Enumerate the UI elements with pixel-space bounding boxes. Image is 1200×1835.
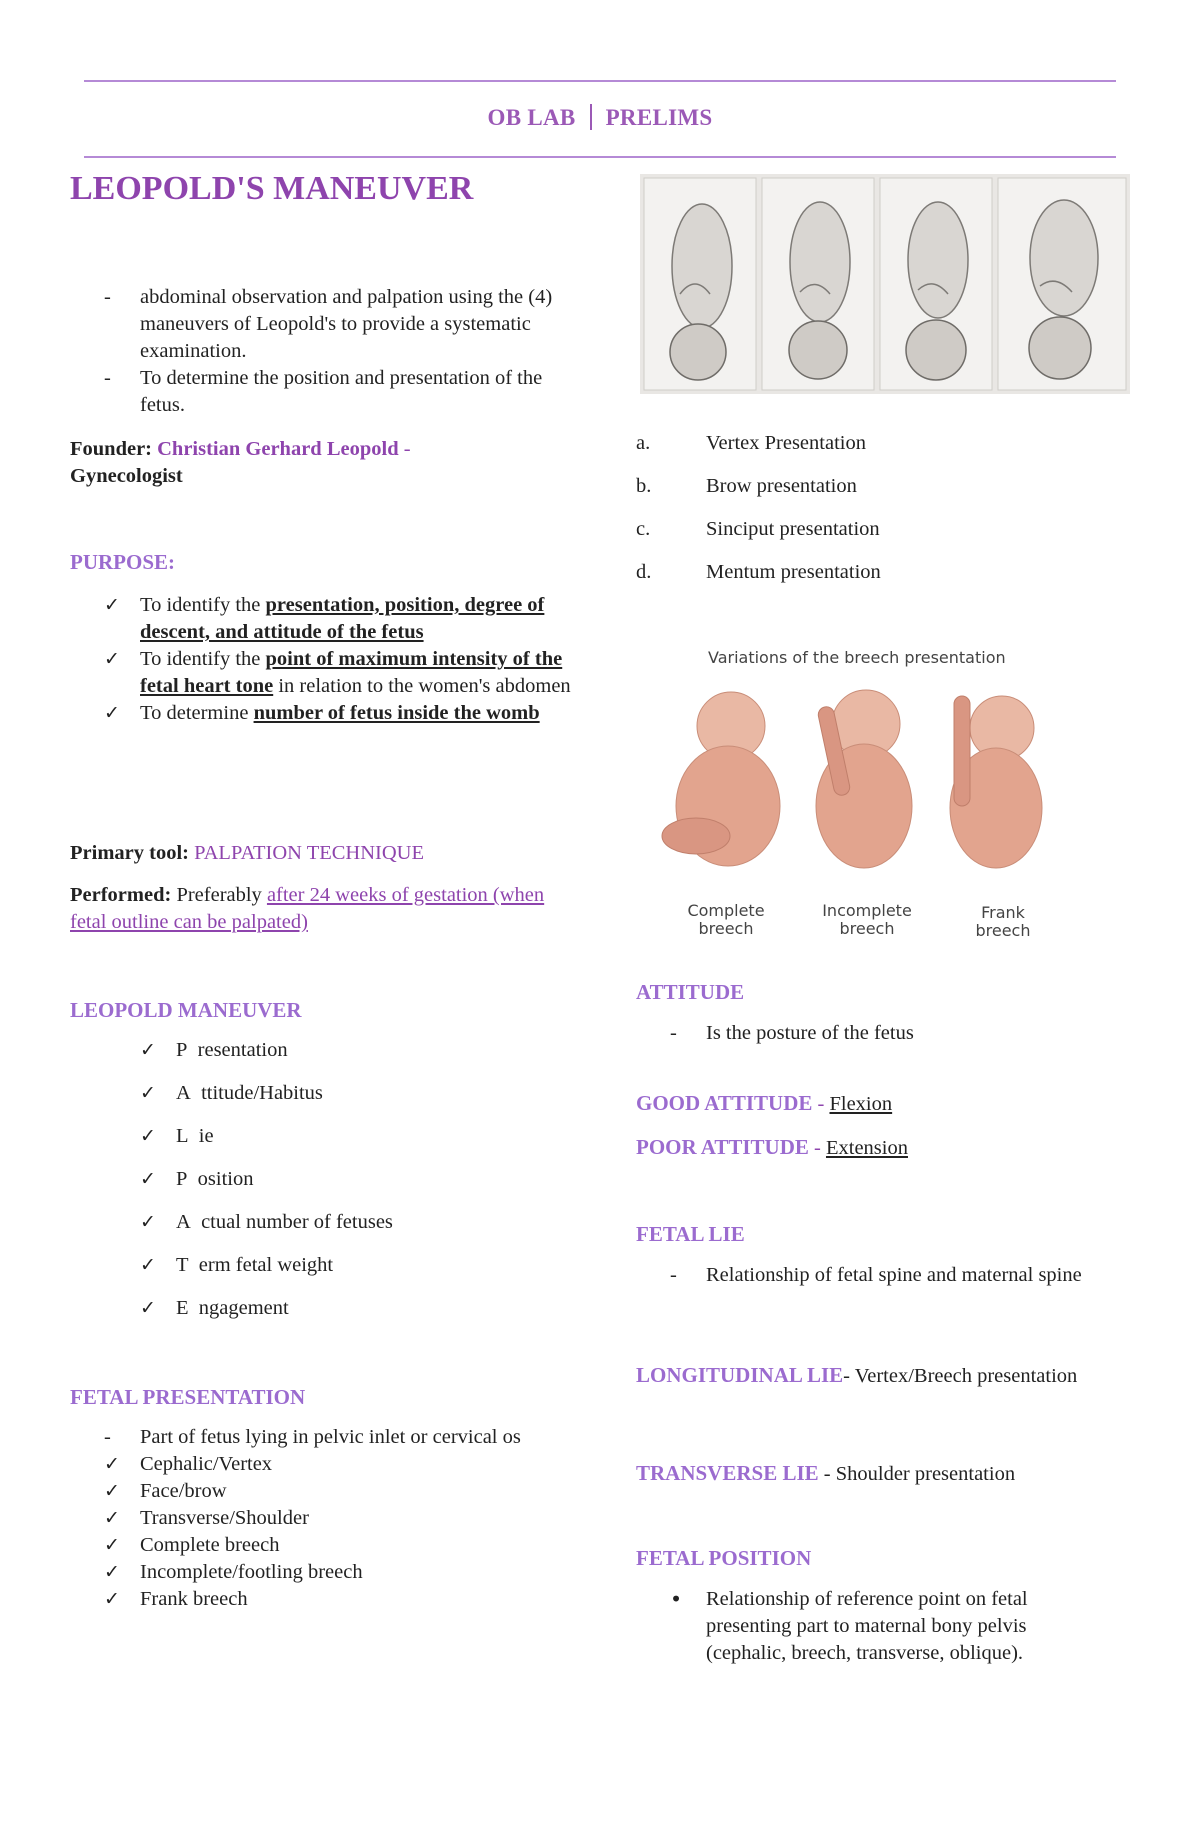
check-icon: ✓ <box>140 1297 156 1319</box>
good-attitude-value: Flexion <box>829 1093 893 1115</box>
maneuver-item <box>140 1166 540 1209</box>
breech-caption <box>812 902 922 938</box>
presentation-type-item <box>104 1478 564 1505</box>
intro-text: abdominal observation and palpation using the (4) maneuvers of Leopold's to provide a systematic examination. <box>140 286 553 362</box>
purpose-emphasis: point of maximum intensity of the fetal heart tone <box>140 648 563 697</box>
header-bottom-rule <box>84 156 1116 158</box>
dash-marker: - <box>670 1022 677 1044</box>
maneuver-item <box>140 1209 540 1252</box>
maneuver-text: resentation <box>197 1039 288 1061</box>
purpose-item <box>104 646 574 700</box>
fetal-position-heading: FETAL POSITION <box>636 1546 812 1570</box>
purpose-emphasis: presentation, position, degree of descent, and attitude of the fetus <box>140 594 545 643</box>
frank-breech-drawing <box>950 696 1042 868</box>
caption-line: Frank <box>981 903 1025 922</box>
presentation-letter-list <box>636 430 1136 602</box>
purpose-text: To identify the <box>140 594 266 616</box>
maneuver-letter: P <box>176 1039 188 1061</box>
presentation-type-text: Frank breech <box>140 1588 248 1610</box>
maneuver-letter: E <box>176 1297 189 1319</box>
maneuver-letter: A <box>176 1082 191 1104</box>
separator: - <box>808 1137 826 1159</box>
check-icon: ✓ <box>140 1082 156 1104</box>
performed-line <box>70 882 570 936</box>
page-header <box>0 104 1200 131</box>
transverse-lie-line <box>636 1460 1106 1488</box>
purpose-text: To identify the <box>140 648 266 670</box>
maneuver-text: ttitude/Habitus <box>201 1082 323 1104</box>
presentation-type-text: Transverse/Shoulder <box>140 1507 309 1529</box>
check-icon: ✓ <box>104 1480 120 1502</box>
maneuver-item <box>140 1252 540 1295</box>
complete-breech-drawing <box>662 692 780 866</box>
list-letter: b. <box>636 475 652 497</box>
fetal-lie-desc <box>670 1262 1110 1289</box>
purpose-list <box>104 592 574 727</box>
presentation-type-text: Incomplete/footling breech <box>140 1561 363 1583</box>
attitude-text: Is the posture of the fetus <box>706 1022 914 1044</box>
caption-line: breech <box>839 919 895 938</box>
founder-separator: - <box>398 438 411 460</box>
check-icon: ✓ <box>104 1453 120 1475</box>
incomplete-breech-drawing <box>816 690 912 868</box>
intro-item <box>104 365 564 419</box>
header-top-rule <box>84 80 1116 82</box>
maneuver-text: erm fetal weight <box>198 1254 334 1276</box>
fetal-presentation-desc <box>104 1424 564 1451</box>
maneuver-letter: P <box>176 1168 188 1190</box>
fetal-presentation-illustration <box>640 174 1130 394</box>
presentation-type-text: Cephalic/Vertex <box>140 1453 273 1475</box>
caption-line: Incomplete <box>822 901 912 920</box>
intro-list <box>104 284 564 419</box>
check-icon: ✓ <box>140 1039 156 1061</box>
breech-figure-title: Variations of the breech presentation <box>708 648 1006 667</box>
fetal-lie-desc-item <box>670 1262 1110 1289</box>
presentation-type-item <box>104 1559 564 1586</box>
check-icon: ✓ <box>140 1125 156 1147</box>
check-icon: ✓ <box>104 1534 120 1556</box>
presentation-type-item <box>104 1532 564 1559</box>
list-text: Sinciput presentation <box>706 518 880 540</box>
list-letter: c. <box>636 518 651 540</box>
maneuver-letter: L <box>176 1125 189 1147</box>
check-icon: ✓ <box>104 1588 120 1610</box>
maneuver-list <box>140 1037 540 1338</box>
maneuver-text: ie <box>198 1125 214 1147</box>
presentation-letter-item <box>636 473 1136 516</box>
check-icon: ✓ <box>104 648 120 670</box>
performed-label: Performed: <box>70 884 172 906</box>
mentum-panel <box>998 178 1126 390</box>
founder-line <box>70 436 500 490</box>
transverse-lie-value: - Shoulder presentation <box>818 1463 1016 1485</box>
attitude-desc-item <box>670 1020 1110 1047</box>
maneuver-item <box>140 1037 540 1080</box>
maneuver-item <box>140 1295 540 1338</box>
separator: - <box>812 1093 830 1115</box>
list-text: Mentum presentation <box>706 561 881 583</box>
founder-role: Gynecologist <box>70 465 183 487</box>
maneuver-text: ctual number of fetuses <box>201 1211 393 1233</box>
fetal-position-desc <box>670 1586 1100 1667</box>
maneuver-text: osition <box>197 1168 254 1190</box>
poor-attitude-value: Extension <box>825 1137 908 1159</box>
presentation-type-item <box>104 1586 564 1613</box>
maneuver-item <box>140 1123 540 1166</box>
purpose-item <box>104 592 574 646</box>
dash-marker: - <box>104 367 111 389</box>
transverse-lie-label: TRANSVERSE LIE <box>636 1461 819 1485</box>
intro-item <box>104 284 564 365</box>
performed-value: after 24 weeks of gestation (when fetal outline can be palpated) <box>70 884 545 933</box>
purpose-heading: PURPOSE: <box>70 550 175 574</box>
longitudinal-lie-label: LONGITUDINAL LIE <box>636 1363 844 1387</box>
sinciput-panel <box>880 178 992 390</box>
poor-attitude-line <box>636 1134 908 1162</box>
maneuver-item <box>140 1080 540 1123</box>
fetal-presentation-heading: FETAL PRESENTATION <box>70 1385 306 1409</box>
header-left: OB LAB <box>487 105 576 130</box>
purpose-text: To determine <box>140 702 254 724</box>
longitudinal-lie-line <box>636 1362 1096 1390</box>
check-icon: ✓ <box>140 1254 156 1276</box>
founder-label: Founder: <box>70 438 152 460</box>
list-text: Vertex Presentation <box>706 432 866 454</box>
fetal-lie-text: Relationship of fetal spine and maternal spine <box>706 1264 1082 1286</box>
good-attitude-label: GOOD ATTITUDE <box>636 1091 813 1115</box>
check-icon: ✓ <box>104 702 120 724</box>
good-attitude-line <box>636 1090 892 1118</box>
breech-caption <box>676 902 776 938</box>
dash-marker: - <box>670 1264 677 1286</box>
founder-name: Christian Gerhard Leopold <box>157 438 399 460</box>
brow-panel <box>762 178 874 390</box>
check-icon: ✓ <box>140 1168 156 1190</box>
purpose-item <box>104 700 574 727</box>
fetal-presentation-figure <box>640 174 1130 394</box>
attitude-heading: ATTITUDE <box>636 980 745 1004</box>
presentation-type-text: Face/brow <box>140 1480 227 1502</box>
check-icon: ✓ <box>104 1507 120 1529</box>
tool-label: Primary tool: <box>70 842 189 864</box>
dash-marker: - <box>104 286 111 308</box>
presentation-type-item <box>104 1505 564 1532</box>
check-icon: ✓ <box>104 1561 120 1583</box>
fetal-presentation-text: Part of fetus lying in pelvic inlet or cervical os <box>140 1426 521 1448</box>
fetal-lie-heading: FETAL LIE <box>636 1222 745 1246</box>
maneuver-letter: A <box>176 1211 191 1233</box>
leopold-maneuver-heading: LEOPOLD MANEUVER <box>70 998 302 1022</box>
purpose-emphasis: number of fetus inside the womb <box>253 702 540 724</box>
vertex-panel <box>644 178 756 390</box>
header-right: PRELIMS <box>605 105 713 130</box>
presentation-letter-item <box>636 559 1136 602</box>
list-letter: d. <box>636 561 652 583</box>
breech-illustration <box>636 676 1076 916</box>
check-icon: ✓ <box>104 594 120 616</box>
dash-marker: - <box>104 1426 111 1448</box>
longitudinal-lie-value: - Vertex/Breech presentation <box>843 1365 1078 1387</box>
list-letter: a. <box>636 432 651 454</box>
presentation-type-item <box>104 1451 564 1478</box>
check-icon: ✓ <box>140 1211 156 1233</box>
bullet-marker: • <box>670 1587 683 1611</box>
purpose-text: in relation to the women's abdomen <box>273 675 571 697</box>
presentation-letter-item <box>636 430 1136 473</box>
tool-value: PALPATION TECHNIQUE <box>194 842 424 864</box>
caption-line: breech <box>698 919 754 938</box>
page-title: LEOPOLD'S MANEUVER <box>70 170 474 207</box>
presentation-letter-item <box>636 516 1136 559</box>
maneuver-letter: T <box>176 1254 189 1276</box>
primary-tool-line <box>70 840 424 867</box>
fetal-position-text: Relationship of reference point on fetal presenting part to maternal bony pelvis (cephalic, breech, transverse, oblique). <box>706 1588 1028 1664</box>
header-separator <box>590 104 592 130</box>
breech-figure <box>636 640 1076 940</box>
fetal-position-desc-item <box>670 1586 1100 1667</box>
caption-line: breech <box>975 921 1031 940</box>
poor-attitude-label: POOR ATTITUDE <box>636 1135 809 1159</box>
caption-line: Complete <box>687 901 765 920</box>
fetal-presentation-list <box>104 1424 564 1613</box>
maneuver-text: ngagement <box>198 1297 289 1319</box>
intro-text: To determine the position and presentation of the fetus. <box>140 367 543 416</box>
breech-caption <box>958 904 1048 940</box>
performed-pre: Preferably <box>171 884 267 906</box>
presentation-type-text: Complete breech <box>140 1534 280 1556</box>
list-text: Brow presentation <box>706 475 857 497</box>
attitude-desc <box>670 1020 1110 1047</box>
